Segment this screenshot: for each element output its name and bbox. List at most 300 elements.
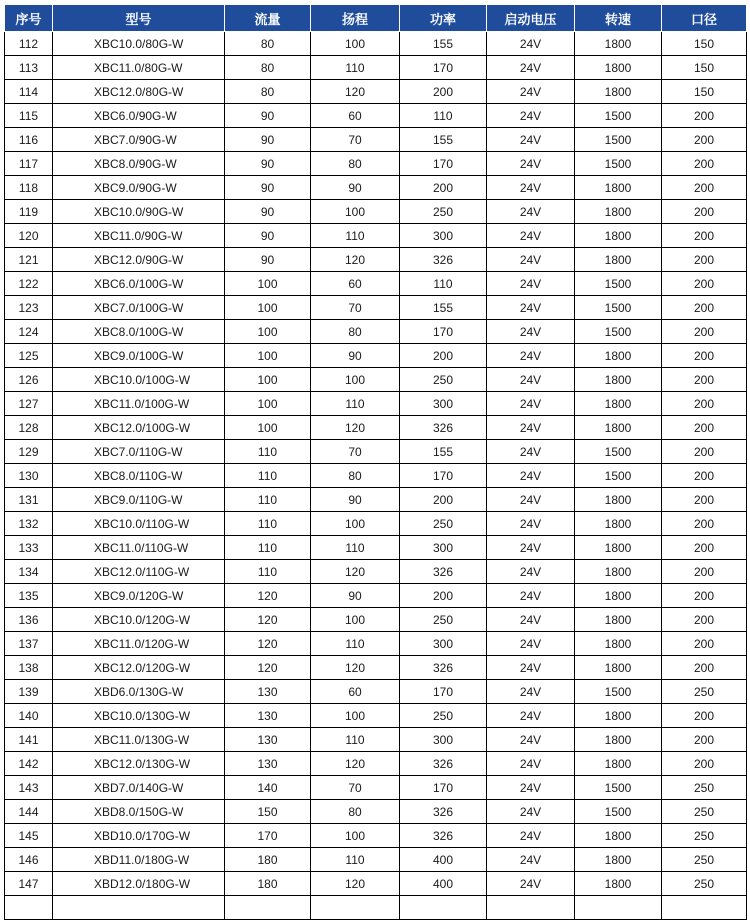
cell-index bbox=[5, 896, 53, 920]
cell-model: XBC11.0/110G-W bbox=[53, 536, 225, 560]
cell-model: XBC8.0/110G-W bbox=[53, 464, 225, 488]
table-row bbox=[5, 344, 747, 368]
cell-model: XBC12.0/90G-W bbox=[53, 248, 225, 272]
cell-flow: 120 bbox=[225, 632, 311, 656]
cell-index: 131 bbox=[5, 488, 53, 512]
cell-power: 300 bbox=[400, 224, 487, 248]
cell-model: XBC7.0/110G-W bbox=[53, 440, 225, 464]
cell-flow: 100 bbox=[225, 344, 311, 368]
cell-start-voltage: 24V bbox=[487, 176, 575, 200]
cell-head: 110 bbox=[311, 632, 400, 656]
cell-flow: 120 bbox=[225, 656, 311, 680]
cell-start-voltage: 24V bbox=[487, 320, 575, 344]
table-row bbox=[5, 824, 747, 848]
cell-index: 143 bbox=[5, 776, 53, 800]
cell-power: 170 bbox=[400, 680, 487, 704]
cell-caliber: 200 bbox=[662, 392, 747, 416]
cell-index: 140 bbox=[5, 704, 53, 728]
cell-speed: 1500 bbox=[575, 128, 662, 152]
cell-caliber: 200 bbox=[662, 728, 747, 752]
cell-speed: 1800 bbox=[575, 704, 662, 728]
cell-flow: 130 bbox=[225, 752, 311, 776]
cell-caliber: 250 bbox=[662, 872, 747, 896]
cell-start-voltage: 24V bbox=[487, 656, 575, 680]
cell-start-voltage: 24V bbox=[487, 392, 575, 416]
cell-speed: 1800 bbox=[575, 488, 662, 512]
table-row bbox=[5, 200, 747, 224]
cell-power: 200 bbox=[400, 80, 487, 104]
cell-speed: 1800 bbox=[575, 584, 662, 608]
cell-flow: 90 bbox=[225, 128, 311, 152]
cell-speed: 1800 bbox=[575, 752, 662, 776]
cell-speed: 1800 bbox=[575, 656, 662, 680]
cell-caliber bbox=[662, 896, 747, 920]
cell-model: XBC8.0/90G-W bbox=[53, 152, 225, 176]
cell-head: 110 bbox=[311, 224, 400, 248]
table-row bbox=[5, 632, 747, 656]
cell-flow: 110 bbox=[225, 488, 311, 512]
header-flow: 流量 bbox=[225, 5, 311, 32]
cell-index: 144 bbox=[5, 800, 53, 824]
cell-head: 100 bbox=[311, 368, 400, 392]
cell-start-voltage: 24V bbox=[487, 608, 575, 632]
table-row bbox=[5, 512, 747, 536]
cell-flow: 90 bbox=[225, 176, 311, 200]
table-row bbox=[5, 896, 747, 920]
cell-model: XBC11.0/80G-W bbox=[53, 56, 225, 80]
cell-head: 100 bbox=[311, 824, 400, 848]
cell-speed: 1800 bbox=[575, 536, 662, 560]
cell-model: XBC12.0/80G-W bbox=[53, 80, 225, 104]
cell-speed: 1800 bbox=[575, 560, 662, 584]
table-body bbox=[5, 32, 747, 920]
cell-caliber: 250 bbox=[662, 776, 747, 800]
cell-power: 326 bbox=[400, 656, 487, 680]
cell-flow: 130 bbox=[225, 728, 311, 752]
cell-start-voltage: 24V bbox=[487, 416, 575, 440]
cell-flow: 90 bbox=[225, 224, 311, 248]
cell-power: 170 bbox=[400, 464, 487, 488]
cell-model bbox=[53, 896, 225, 920]
cell-speed: 1500 bbox=[575, 776, 662, 800]
cell-flow: 110 bbox=[225, 512, 311, 536]
cell-caliber: 150 bbox=[662, 80, 747, 104]
cell-head: 120 bbox=[311, 560, 400, 584]
cell-head: 110 bbox=[311, 848, 400, 872]
cell-start-voltage: 24V bbox=[487, 296, 575, 320]
cell-model: XBC7.0/100G-W bbox=[53, 296, 225, 320]
cell-start-voltage: 24V bbox=[487, 536, 575, 560]
cell-index: 132 bbox=[5, 512, 53, 536]
cell-caliber: 200 bbox=[662, 320, 747, 344]
cell-caliber: 200 bbox=[662, 104, 747, 128]
table-row bbox=[5, 296, 747, 320]
cell-model: XBC6.0/100G-W bbox=[53, 272, 225, 296]
cell-head: 120 bbox=[311, 752, 400, 776]
cell-index: 146 bbox=[5, 848, 53, 872]
cell-index: 135 bbox=[5, 584, 53, 608]
cell-start-voltage: 24V bbox=[487, 872, 575, 896]
cell-model: XBC8.0/100G-W bbox=[53, 320, 225, 344]
cell-index: 133 bbox=[5, 536, 53, 560]
table-row bbox=[5, 440, 747, 464]
table-row bbox=[5, 752, 747, 776]
cell-model: XBD7.0/140G-W bbox=[53, 776, 225, 800]
cell-start-voltage: 24V bbox=[487, 272, 575, 296]
cell-model: XBD11.0/180G-W bbox=[53, 848, 225, 872]
cell-head bbox=[311, 896, 400, 920]
cell-head: 100 bbox=[311, 608, 400, 632]
table-row bbox=[5, 248, 747, 272]
table-row bbox=[5, 848, 747, 872]
cell-index: 141 bbox=[5, 728, 53, 752]
cell-flow: 80 bbox=[225, 80, 311, 104]
cell-index: 112 bbox=[5, 32, 53, 56]
cell-caliber: 200 bbox=[662, 584, 747, 608]
cell-power: 400 bbox=[400, 872, 487, 896]
cell-speed: 1800 bbox=[575, 848, 662, 872]
cell-caliber: 200 bbox=[662, 536, 747, 560]
cell-caliber: 150 bbox=[662, 56, 747, 80]
cell-caliber: 200 bbox=[662, 440, 747, 464]
cell-flow: 100 bbox=[225, 416, 311, 440]
cell-flow: 100 bbox=[225, 296, 311, 320]
cell-speed: 1500 bbox=[575, 152, 662, 176]
cell-speed: 1800 bbox=[575, 512, 662, 536]
cell-caliber: 200 bbox=[662, 344, 747, 368]
cell-power: 170 bbox=[400, 56, 487, 80]
cell-flow: 110 bbox=[225, 464, 311, 488]
cell-head: 80 bbox=[311, 320, 400, 344]
cell-power: 300 bbox=[400, 728, 487, 752]
cell-caliber: 250 bbox=[662, 824, 747, 848]
cell-head: 110 bbox=[311, 536, 400, 560]
header-index: 序号 bbox=[5, 5, 53, 32]
cell-flow: 90 bbox=[225, 152, 311, 176]
cell-flow: 100 bbox=[225, 392, 311, 416]
cell-power: 250 bbox=[400, 200, 487, 224]
cell-caliber: 200 bbox=[662, 200, 747, 224]
table-row bbox=[5, 416, 747, 440]
cell-model: XBC10.0/100G-W bbox=[53, 368, 225, 392]
cell-speed: 1500 bbox=[575, 320, 662, 344]
cell-start-voltage: 24V bbox=[487, 464, 575, 488]
table-header bbox=[5, 5, 747, 32]
cell-index: 129 bbox=[5, 440, 53, 464]
cell-head: 60 bbox=[311, 680, 400, 704]
cell-caliber: 200 bbox=[662, 296, 747, 320]
cell-head: 80 bbox=[311, 800, 400, 824]
cell-model: XBC11.0/100G-W bbox=[53, 392, 225, 416]
pump-spec-table bbox=[4, 4, 747, 920]
cell-caliber: 250 bbox=[662, 680, 747, 704]
cell-head: 110 bbox=[311, 56, 400, 80]
cell-start-voltage: 24V bbox=[487, 104, 575, 128]
cell-head: 90 bbox=[311, 584, 400, 608]
header-start-voltage: 启动电压 bbox=[487, 5, 575, 32]
cell-power: 155 bbox=[400, 128, 487, 152]
cell-start-voltage: 24V bbox=[487, 368, 575, 392]
cell-speed: 1800 bbox=[575, 368, 662, 392]
table-row bbox=[5, 320, 747, 344]
cell-power: 200 bbox=[400, 344, 487, 368]
cell-flow: 120 bbox=[225, 584, 311, 608]
cell-power: 155 bbox=[400, 440, 487, 464]
cell-power: 326 bbox=[400, 560, 487, 584]
cell-start-voltage: 24V bbox=[487, 776, 575, 800]
cell-caliber: 250 bbox=[662, 848, 747, 872]
cell-model: XBD10.0/170G-W bbox=[53, 824, 225, 848]
cell-index: 127 bbox=[5, 392, 53, 416]
cell-head: 110 bbox=[311, 392, 400, 416]
cell-flow: 140 bbox=[225, 776, 311, 800]
cell-model: XBC9.0/100G-W bbox=[53, 344, 225, 368]
cell-index: 138 bbox=[5, 656, 53, 680]
cell-speed: 1800 bbox=[575, 344, 662, 368]
header-caliber: 口径 bbox=[662, 5, 747, 32]
cell-power: 110 bbox=[400, 104, 487, 128]
cell-power: 300 bbox=[400, 536, 487, 560]
cell-power: 326 bbox=[400, 248, 487, 272]
cell-index: 124 bbox=[5, 320, 53, 344]
cell-speed: 1500 bbox=[575, 272, 662, 296]
cell-flow: 100 bbox=[225, 320, 311, 344]
cell-power: 155 bbox=[400, 296, 487, 320]
header-row bbox=[5, 5, 747, 32]
cell-power: 200 bbox=[400, 488, 487, 512]
cell-start-voltage: 24V bbox=[487, 680, 575, 704]
cell-power: 326 bbox=[400, 416, 487, 440]
cell-start-voltage: 24V bbox=[487, 848, 575, 872]
cell-head: 60 bbox=[311, 104, 400, 128]
cell-model: XBC9.0/120G-W bbox=[53, 584, 225, 608]
cell-speed: 1800 bbox=[575, 632, 662, 656]
cell-start-voltage: 24V bbox=[487, 200, 575, 224]
cell-index: 137 bbox=[5, 632, 53, 656]
table-row bbox=[5, 152, 747, 176]
cell-head: 80 bbox=[311, 464, 400, 488]
table-row bbox=[5, 800, 747, 824]
cell-flow: 100 bbox=[225, 272, 311, 296]
cell-power: 400 bbox=[400, 848, 487, 872]
cell-index: 139 bbox=[5, 680, 53, 704]
cell-index: 142 bbox=[5, 752, 53, 776]
cell-caliber: 150 bbox=[662, 32, 747, 56]
header-model: 型号 bbox=[53, 5, 225, 32]
cell-caliber: 200 bbox=[662, 176, 747, 200]
cell-start-voltage bbox=[487, 896, 575, 920]
cell-caliber: 200 bbox=[662, 704, 747, 728]
cell-caliber: 200 bbox=[662, 152, 747, 176]
cell-head: 60 bbox=[311, 272, 400, 296]
header-power: 功率 bbox=[400, 5, 487, 32]
cell-head: 120 bbox=[311, 80, 400, 104]
cell-model: XBC10.0/130G-W bbox=[53, 704, 225, 728]
cell-power: 170 bbox=[400, 152, 487, 176]
cell-caliber: 200 bbox=[662, 632, 747, 656]
cell-flow: 150 bbox=[225, 800, 311, 824]
cell-flow bbox=[225, 896, 311, 920]
table-row bbox=[5, 560, 747, 584]
cell-index: 116 bbox=[5, 128, 53, 152]
cell-model: XBC7.0/90G-W bbox=[53, 128, 225, 152]
table-row bbox=[5, 608, 747, 632]
table-row bbox=[5, 872, 747, 896]
cell-index: 119 bbox=[5, 200, 53, 224]
table-row bbox=[5, 104, 747, 128]
cell-speed: 1500 bbox=[575, 296, 662, 320]
cell-model: XBD12.0/180G-W bbox=[53, 872, 225, 896]
table-row bbox=[5, 80, 747, 104]
cell-index: 115 bbox=[5, 104, 53, 128]
cell-start-voltage: 24V bbox=[487, 344, 575, 368]
cell-index: 120 bbox=[5, 224, 53, 248]
cell-start-voltage: 24V bbox=[487, 248, 575, 272]
cell-flow: 80 bbox=[225, 56, 311, 80]
cell-speed bbox=[575, 896, 662, 920]
cell-caliber: 200 bbox=[662, 488, 747, 512]
cell-flow: 180 bbox=[225, 848, 311, 872]
cell-start-voltage: 24V bbox=[487, 512, 575, 536]
cell-flow: 90 bbox=[225, 104, 311, 128]
cell-head: 100 bbox=[311, 32, 400, 56]
cell-speed: 1800 bbox=[575, 416, 662, 440]
cell-flow: 100 bbox=[225, 368, 311, 392]
cell-index: 147 bbox=[5, 872, 53, 896]
cell-caliber: 200 bbox=[662, 512, 747, 536]
cell-model: XBC10.0/110G-W bbox=[53, 512, 225, 536]
cell-caliber: 200 bbox=[662, 368, 747, 392]
cell-speed: 1800 bbox=[575, 56, 662, 80]
cell-model: XBC12.0/110G-W bbox=[53, 560, 225, 584]
cell-speed: 1500 bbox=[575, 440, 662, 464]
cell-caliber: 200 bbox=[662, 464, 747, 488]
cell-start-voltage: 24V bbox=[487, 728, 575, 752]
cell-speed: 1800 bbox=[575, 224, 662, 248]
cell-flow: 110 bbox=[225, 536, 311, 560]
cell-head: 100 bbox=[311, 200, 400, 224]
cell-model: XBD8.0/150G-W bbox=[53, 800, 225, 824]
table-row bbox=[5, 128, 747, 152]
cell-model: XBC10.0/120G-W bbox=[53, 608, 225, 632]
cell-flow: 170 bbox=[225, 824, 311, 848]
table-row bbox=[5, 464, 747, 488]
cell-power bbox=[400, 896, 487, 920]
table-row bbox=[5, 656, 747, 680]
table-row bbox=[5, 536, 747, 560]
cell-head: 90 bbox=[311, 176, 400, 200]
cell-head: 120 bbox=[311, 248, 400, 272]
cell-start-voltage: 24V bbox=[487, 128, 575, 152]
cell-caliber: 200 bbox=[662, 416, 747, 440]
cell-power: 326 bbox=[400, 824, 487, 848]
cell-caliber: 200 bbox=[662, 752, 747, 776]
cell-speed: 1800 bbox=[575, 32, 662, 56]
cell-power: 300 bbox=[400, 392, 487, 416]
table-row bbox=[5, 680, 747, 704]
cell-model: XBC6.0/90G-W bbox=[53, 104, 225, 128]
cell-flow: 90 bbox=[225, 248, 311, 272]
cell-index: 118 bbox=[5, 176, 53, 200]
cell-model: XBC12.0/130G-W bbox=[53, 752, 225, 776]
cell-speed: 1500 bbox=[575, 464, 662, 488]
cell-caliber: 200 bbox=[662, 608, 747, 632]
cell-start-voltage: 24V bbox=[487, 224, 575, 248]
cell-power: 170 bbox=[400, 776, 487, 800]
cell-head: 120 bbox=[311, 416, 400, 440]
cell-start-voltage: 24V bbox=[487, 704, 575, 728]
cell-speed: 1800 bbox=[575, 608, 662, 632]
cell-head: 70 bbox=[311, 296, 400, 320]
cell-model: XBC9.0/110G-W bbox=[53, 488, 225, 512]
cell-flow: 90 bbox=[225, 200, 311, 224]
cell-head: 120 bbox=[311, 656, 400, 680]
cell-index: 125 bbox=[5, 344, 53, 368]
cell-caliber: 200 bbox=[662, 656, 747, 680]
cell-power: 250 bbox=[400, 368, 487, 392]
cell-power: 200 bbox=[400, 584, 487, 608]
cell-model: XBD6.0/130G-W bbox=[53, 680, 225, 704]
cell-head: 70 bbox=[311, 440, 400, 464]
cell-speed: 1500 bbox=[575, 104, 662, 128]
cell-head: 90 bbox=[311, 344, 400, 368]
cell-speed: 1800 bbox=[575, 200, 662, 224]
cell-head: 70 bbox=[311, 128, 400, 152]
cell-flow: 130 bbox=[225, 704, 311, 728]
cell-power: 250 bbox=[400, 704, 487, 728]
table-row bbox=[5, 32, 747, 56]
cell-speed: 1800 bbox=[575, 872, 662, 896]
cell-start-voltage: 24V bbox=[487, 800, 575, 824]
cell-model: XBC11.0/130G-W bbox=[53, 728, 225, 752]
cell-head: 90 bbox=[311, 488, 400, 512]
cell-speed: 1500 bbox=[575, 680, 662, 704]
table-row bbox=[5, 368, 747, 392]
cell-start-voltage: 24V bbox=[487, 152, 575, 176]
table-row bbox=[5, 224, 747, 248]
cell-start-voltage: 24V bbox=[487, 752, 575, 776]
cell-caliber: 200 bbox=[662, 248, 747, 272]
cell-power: 250 bbox=[400, 608, 487, 632]
cell-power: 110 bbox=[400, 272, 487, 296]
header-head: 扬程 bbox=[311, 5, 400, 32]
cell-flow: 120 bbox=[225, 608, 311, 632]
cell-index: 122 bbox=[5, 272, 53, 296]
cell-speed: 1800 bbox=[575, 824, 662, 848]
table-row bbox=[5, 728, 747, 752]
cell-speed: 1500 bbox=[575, 800, 662, 824]
cell-flow: 110 bbox=[225, 440, 311, 464]
table-row bbox=[5, 704, 747, 728]
cell-start-voltage: 24V bbox=[487, 80, 575, 104]
cell-index: 134 bbox=[5, 560, 53, 584]
cell-power: 326 bbox=[400, 752, 487, 776]
cell-power: 155 bbox=[400, 32, 487, 56]
table-row bbox=[5, 488, 747, 512]
cell-caliber: 200 bbox=[662, 560, 747, 584]
cell-index: 126 bbox=[5, 368, 53, 392]
cell-power: 250 bbox=[400, 512, 487, 536]
cell-power: 170 bbox=[400, 320, 487, 344]
cell-index: 121 bbox=[5, 248, 53, 272]
cell-start-voltage: 24V bbox=[487, 56, 575, 80]
cell-model: XBC10.0/90G-W bbox=[53, 200, 225, 224]
table-row bbox=[5, 56, 747, 80]
cell-head: 100 bbox=[311, 512, 400, 536]
table-row bbox=[5, 584, 747, 608]
cell-start-voltage: 24V bbox=[487, 488, 575, 512]
cell-model: XBC12.0/120G-W bbox=[53, 656, 225, 680]
